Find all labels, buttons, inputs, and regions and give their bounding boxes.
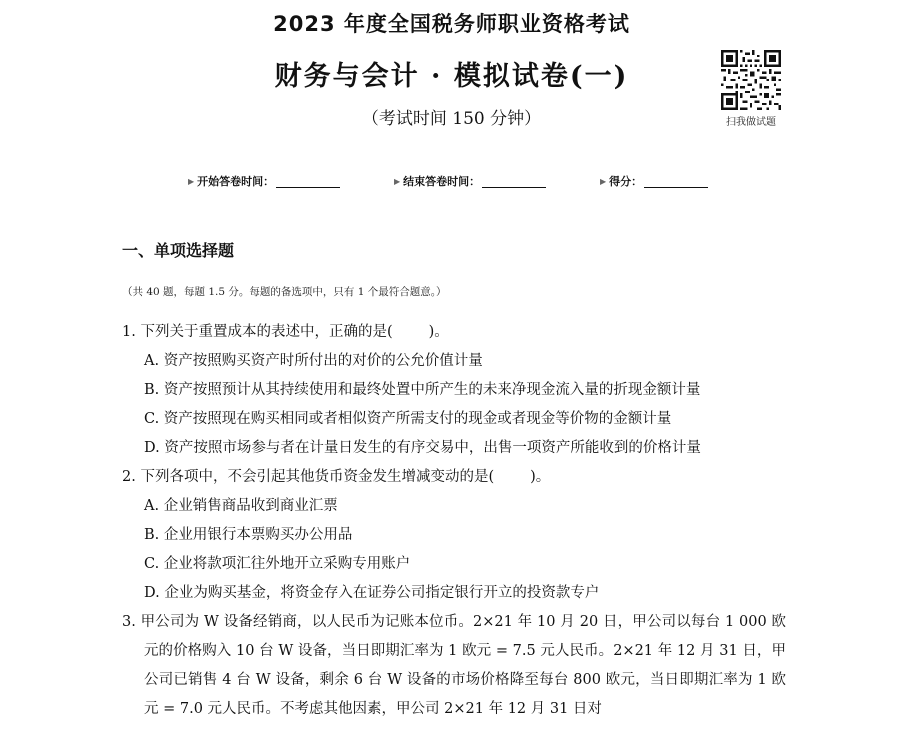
option-d[interactable]: D. 资产按照市场参与者在计量日发生的有序交易中，出售一项资产所能收到的价格计量 [144,440,701,456]
end-time-field[interactable] [394,173,546,189]
option-c[interactable]: C. 资产按照现在购买相同或者相似资产所需支付的现金或者现金等价物的金额计量 [144,411,672,427]
section-title: 一、单项选择题 [122,241,235,260]
option-b[interactable]: B. 企业用银行本票购买办公用品 [144,527,353,543]
question-2 [122,463,786,608]
question-3 [122,608,786,724]
option-b[interactable]: B. 资产按照预计从其持续使用和最终处置中所产生的未来净现金流入量的折现金额计量 [144,382,701,398]
start-time-field[interactable] [188,173,340,189]
question-stem-end: )。 [530,469,551,485]
triangle-bullet-icon: ▶ [188,177,195,186]
question-list [122,318,786,724]
exam-duration: （考试时间 150 分钟） [361,109,542,129]
option-c[interactable]: C. 企业将款项汇往外地开立采购专用账户 [144,556,411,572]
qr-caption: 扫我做试题 [726,117,776,128]
question-stem [122,318,786,347]
end-time-blank[interactable] [482,175,546,188]
section-note: （共 40 题，每题 1.5 分。每题的备选项中，只有 1 个最符合题意。） [122,286,447,298]
option-a[interactable]: A. 企业销售商品收到商业汇票 [144,498,338,514]
question-stem: 3. 甲公司为 W 设备经销商，以人民币为记账本位币。2×21 年 10 月 20 日，甲公司以每台 1 000 欧元的价格购入 10 台 W 设备，当日即期汇率为 1 欧元 = 7.5 元人民币。2×21 年 12 月 31 日，甲公司已销售 4 台 W 设备，剩余 6 台 W 设备的市场价格降至每台 800 欧元，当日即期汇率为 1 欧元 = 7.0 元人民币。不考虑其他因素，甲公司 2×21 年 12 月 31 日对 [122,614,786,717]
question-1 [122,318,786,463]
question-stem-text: 2. 下列各项中，不会引起其他货币资金发生增减变动的是( [122,469,495,485]
score-blank[interactable] [644,175,708,188]
score-label: 得分： [609,175,643,188]
triangle-bullet-icon: ▶ [394,177,401,186]
option-a[interactable]: A. 资产按照购买资产时所付出的对价的公允价值计量 [144,353,483,369]
score-field[interactable] [600,173,708,189]
option-d[interactable]: D. 企业为购买基金，将资金存入在证券公司指定银行开立的投资款专户 [144,585,600,601]
exam-title: 2023 年度全国税务师职业资格考试 [273,12,630,36]
paper-title: 财务与会计 · 模拟试卷(一) [274,61,629,92]
end-time-label: 结束答卷时间： [403,175,481,188]
question-stem-text: 1. 下列关于重置成本的表述中，正确的是( [122,324,393,340]
qr-code-icon[interactable] [721,50,781,110]
qr-block[interactable] [718,50,784,128]
question-stem-end: )。 [428,324,449,340]
start-time-blank[interactable] [276,175,340,188]
start-time-label: 开始答卷时间： [197,175,275,188]
question-stem [122,463,786,492]
triangle-bullet-icon: ▶ [600,177,607,186]
